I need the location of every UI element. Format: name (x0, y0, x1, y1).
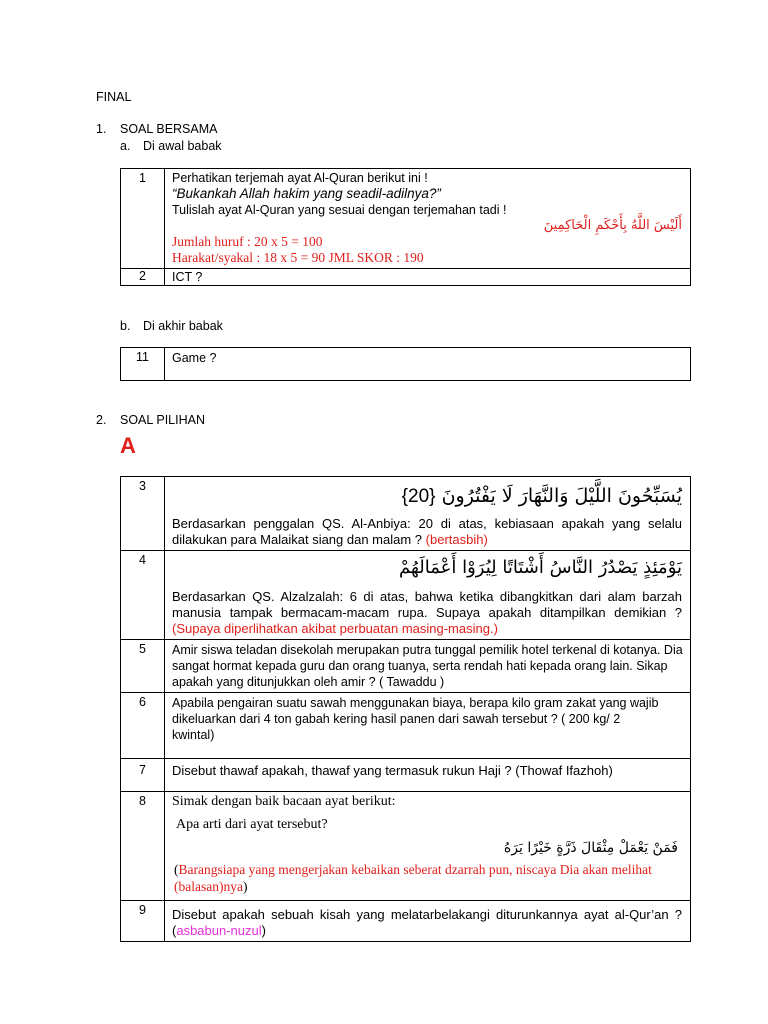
question-8-arabic: فَمَنْ يَعْمَلْ مِثْقَالَ ذَرَّةٍ خَيْرًا يَرَهُ (503, 840, 678, 856)
table-row (121, 477, 691, 551)
question-3-ayah-number: {20} (401, 486, 436, 507)
table-soal-bersama-akhir (120, 347, 691, 381)
question-cell (165, 693, 691, 759)
table-soal-pilihan (120, 476, 691, 942)
question-8-answer: Barangsiapa yang mengerjakan kebaikan seberat dzarrah pun, niscaya Dia akan melihat (balasan)nya (174, 862, 652, 894)
table-row (121, 551, 691, 640)
question-1-arabic-answer: أَلَيْسَ اللَّهُ بِأَحْكَمِ الْحَاكِمِينَ (543, 218, 682, 233)
question-3-arabic: يُسَبِّحُونَ اللَّيْلَ وَالنَّهَارَ لَا يَفْتُرُونَ (441, 485, 682, 507)
question-number: 5 (121, 640, 165, 693)
question-8-line-1: Simak dengan baik bacaan ayat berikut: (172, 794, 396, 809)
table-row (121, 693, 691, 759)
question-1-quote: “Bukankah Allah hakim yang seadil-adilnya?” (172, 186, 441, 201)
question-1-line-1: Perhatikan terjemah ayat Al-Quran berikut ini ! (172, 171, 428, 185)
table-row (121, 348, 691, 381)
question-4-answer: (Supaya diperlihatkan akibat perbuatan masing-masing.) (172, 621, 498, 636)
table-soal-bersama-awal (120, 168, 691, 286)
question-3-text-block (172, 516, 682, 548)
question-11-text: Game ? (172, 351, 217, 365)
question-1-score-huruf: Jumlah huruf : 20 x 5 = 100 (172, 234, 323, 249)
question-8-answer-block (172, 861, 684, 895)
table-row (121, 901, 691, 942)
section-1-number: 1. (96, 122, 107, 136)
question-cell (165, 348, 691, 381)
question-cell (165, 759, 691, 792)
question-cell (165, 269, 691, 286)
part-b-letter: b. (120, 319, 131, 333)
question-number: 8 (121, 792, 165, 901)
group-label: A (120, 433, 136, 458)
question-9-text-block (165, 901, 690, 941)
question-cell (165, 901, 691, 942)
question-2-text: ICT ? (172, 270, 203, 284)
question-8-answer-close: ) (242, 879, 248, 894)
question-number: 2 (121, 269, 165, 286)
part-a-letter: a. (120, 139, 131, 153)
question-number: 4 (121, 551, 165, 640)
question-number: 1 (121, 169, 165, 269)
question-3-text: Berdasarkan penggalan QS. Al-Anbiya: 20 di atas, kebiasaan apakah yang selalu dilakukan para Malaikat siang dan malam ? (172, 516, 682, 547)
question-5-text: Amir siswa teladan disekolah merupakan putra tunggal pemilik hotel terkenal di kotanya. Dia sangat hormat kepada guru dan orang tuanya, serta rendah hati kepada orang lain. Sikap apakah yang ditunjukkan oleh amir ? ( Tawaddu ) (172, 643, 683, 689)
question-9-answer-close: ) (261, 923, 266, 938)
question-number: 7 (121, 759, 165, 792)
table-row (121, 640, 691, 693)
question-cell (165, 792, 691, 901)
section-2-number: 2. (96, 413, 107, 427)
table-row (121, 792, 691, 901)
question-1-instruction: Tulislah ayat Al-Quran yang sesuai dengan terjemahan tadi ! (172, 203, 507, 217)
question-1-score-harakat: Harakat/syakal : 18 x 5 = 90 JML SKOR : 190 (172, 250, 424, 265)
table-row (121, 169, 691, 269)
question-number: 6 (121, 693, 165, 759)
part-b-title: Di akhir babak (143, 319, 223, 333)
question-cell (165, 477, 691, 551)
table-row (121, 269, 691, 286)
question-9-answer-open: ( (172, 923, 177, 938)
question-number: 11 (121, 348, 165, 381)
question-3-ayah-line (172, 483, 682, 510)
table-row (121, 759, 691, 792)
question-8-answer-open: ( (174, 862, 179, 877)
question-cell (165, 551, 691, 640)
question-8-line-2: Apa arti dari ayat tersebut? (176, 817, 328, 832)
question-4-text: Berdasarkan QS. Alzalzalah: 6 di atas, bahwa ketika dibangkitkan dari alam barzah manusia tampak bermacam-macam rupa. Supaya apakah ditampilkan demikian ? (172, 589, 682, 620)
page-heading: FINAL (96, 90, 132, 104)
question-number: 9 (121, 901, 165, 942)
question-cell (165, 169, 691, 269)
question-number: 3 (121, 477, 165, 551)
question-4-arabic: يَوْمَئِذٍ يَصْدُرُ النَّاسُ أَشْتَاتًا لِيُرَوْا أَعْمَالَهُمْ (399, 557, 682, 578)
section-1-title: SOAL BERSAMA (120, 122, 218, 136)
question-3-answer: (bertasbih) (425, 532, 488, 547)
section-2-title: SOAL PILIHAN (120, 413, 205, 427)
question-9-answer: asbabun-nuzul (176, 923, 262, 938)
question-6-text: Apabila pengairan suatu sawah menggunakan biaya, berapa kilo gram zakat yang wajib dikeluarkan dari 4 ton gabah kering hasil panen dari sawah tersebut ? ( 200 kg/ 2 kwintal) (172, 696, 659, 742)
question-cell (165, 640, 691, 693)
question-7-text: Disebut thawaf apakah, thawaf yang termasuk rukun Haji ? (Thowaf Ifazhoh) (172, 763, 613, 778)
question-9-text: Disebut apakah sebuah kisah yang melatarbelakangi diturunkannya ayat al-Qur’an ? (172, 907, 682, 922)
part-a-title: Di awal babak (143, 139, 222, 153)
question-4-text-block (172, 589, 682, 637)
